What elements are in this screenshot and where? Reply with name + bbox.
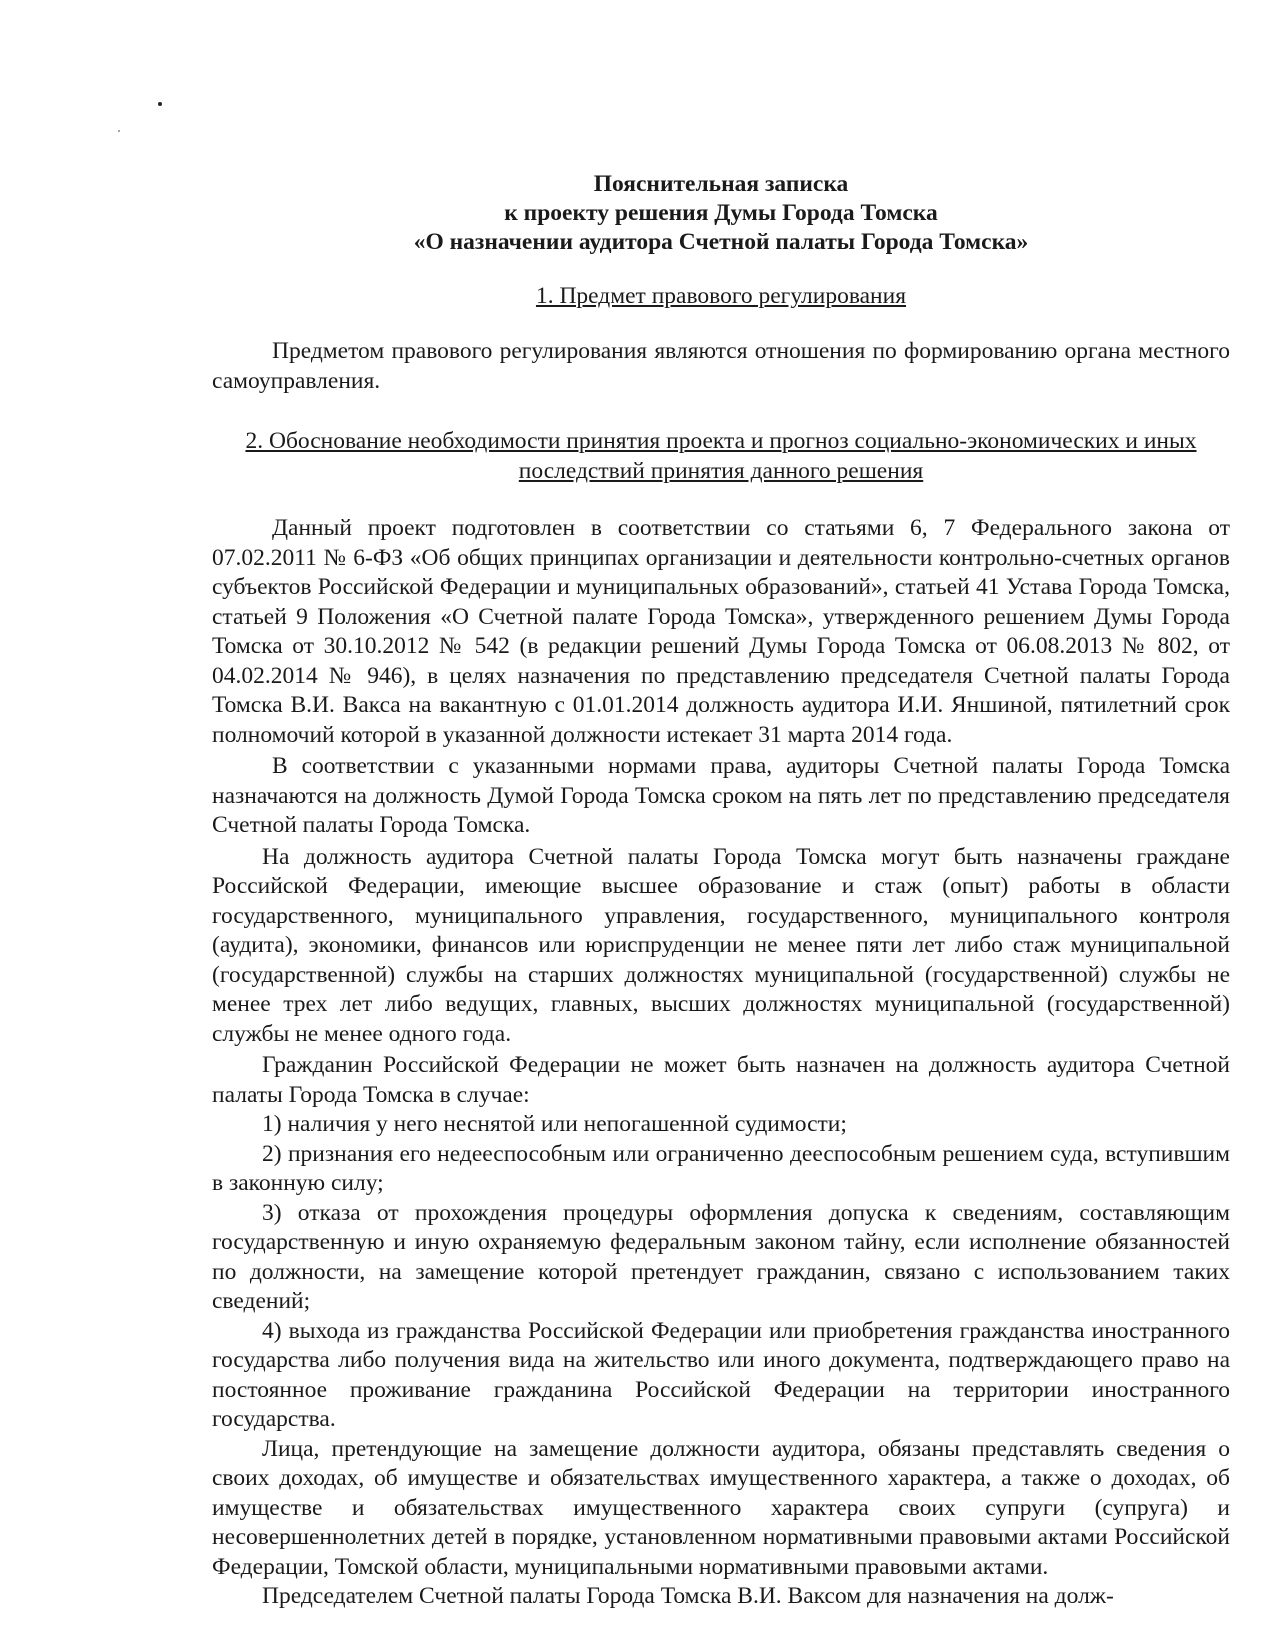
paragraph: В соответствии с указанными нормами права, аудиторы Счетной палаты Города Томска назначаются на должность Думой Города Томска сроком на пять лет по представлению председателя Счетной палаты Города Томска. xyxy=(212,753,1230,838)
paragraph: Лица, претендующие на замещение должности аудитора, обязаны представлять сведения о своих доходах, об имуществе и обязательствах имущественного характера, а также о доходах, об имуществе и обязательствах имущественного характера своих супруги (супруга) и несовершеннолетних детей в порядке, установленном нормативными правовыми актами Российской Федерации, Томской области, муниципальными нормативными правовыми актами. xyxy=(212,1435,1230,1580)
list-item: 4) выхода из гражданства Российской Федерации или приобретения гражданства иностранного государства либо получения вида на жительство или иного документа, подтверждающего право на постоянное проживание гражданина Российской Федерации на территории иностранного государства. xyxy=(212,1317,1230,1432)
list-item: 2) признания его недееспособным или ограниченно дееспособным решением суда, вступившим в законную силу; xyxy=(212,1140,1230,1196)
document-title-line: «О назначении аудитора Счетной палаты Города Томска» xyxy=(413,229,1029,255)
list-item: 1) наличия у него неснятой или непогашенной судимости; xyxy=(262,1111,847,1137)
paragraph: На должность аудитора Счетной палаты Города Томска могут быть назначены граждане Российской Федерации, имеющие высшее образование и стаж (опыт) работы в области государственного, муниципального управления, государственного, муниципального контроля (аудита), экономики, финансов или юриспруденции не менее пяти лет либо стаж муниципальной (государственной) службы на старших должностях муниципальной (государственной) службы не менее трех лет либо ведущих, главных, высших должностях муниципальной (государственной) службы не менее одного года. xyxy=(212,843,1230,1047)
document-title-line: Пояснительная записка xyxy=(593,171,849,197)
section-1-paragraph: Предметом правового регулирования являются отношения по формированию органа местного самоуправления. xyxy=(212,338,1230,394)
scan-speck xyxy=(158,102,162,106)
section-1-heading: 1. Предмет правового регулирования xyxy=(535,283,907,309)
paragraph: Данный проект подготовлен в соответствии со статьями 6, 7 Федерального закона от 07.02.2011 № 6-ФЗ «Об общих принципах организации и деятельности контрольно-счетных органов субъектов Российской Федерации и муниципальных образований», статьей 41 Устава Города Томска, статьей 9 Положения «О Счетной палате Города Томска», утвержденного решением Думы Города Томска от 30.10.2012 № 542 (в редакции решений Думы Города Томска от 06.08.2013 № 802, от 04.02.2014 № 946), в целях назначения по представлению председателя Счетной палаты Города Томска В.И. Вакса на вакантную с 01.01.2014 должность аудитора И.И. Яншиной, пятилетний срок полномочий которой в указанной должности истекает 31 марта 2014 года. xyxy=(212,515,1230,748)
section-2-heading: 2. Обоснование необходимости принятия проекта и прогноз социально-экономических и иных последствий принятия данного решения xyxy=(245,428,1197,484)
document-page xyxy=(212,170,1230,1612)
list-item: 3) отказа от прохождения процедуры оформления допуска к сведениям, составляющим государственную и иную охраняемую федеральным законом тайну, если исполнение обязанностей по должности, на замещение которой претендует гражданин, связано с использованием таких сведений; xyxy=(212,1199,1230,1314)
paragraph: Гражданин Российской Федерации не может быть назначен на должность аудитора Счетной палаты Города Томска в случае: xyxy=(212,1052,1230,1108)
scan-speck xyxy=(118,130,120,132)
document-title-line: к проекту решения Думы Города Томска xyxy=(504,200,938,226)
paragraph: Председателем Счетной палаты Города Томска В.И. Ваксом для назначения на долж- xyxy=(262,1583,1114,1609)
